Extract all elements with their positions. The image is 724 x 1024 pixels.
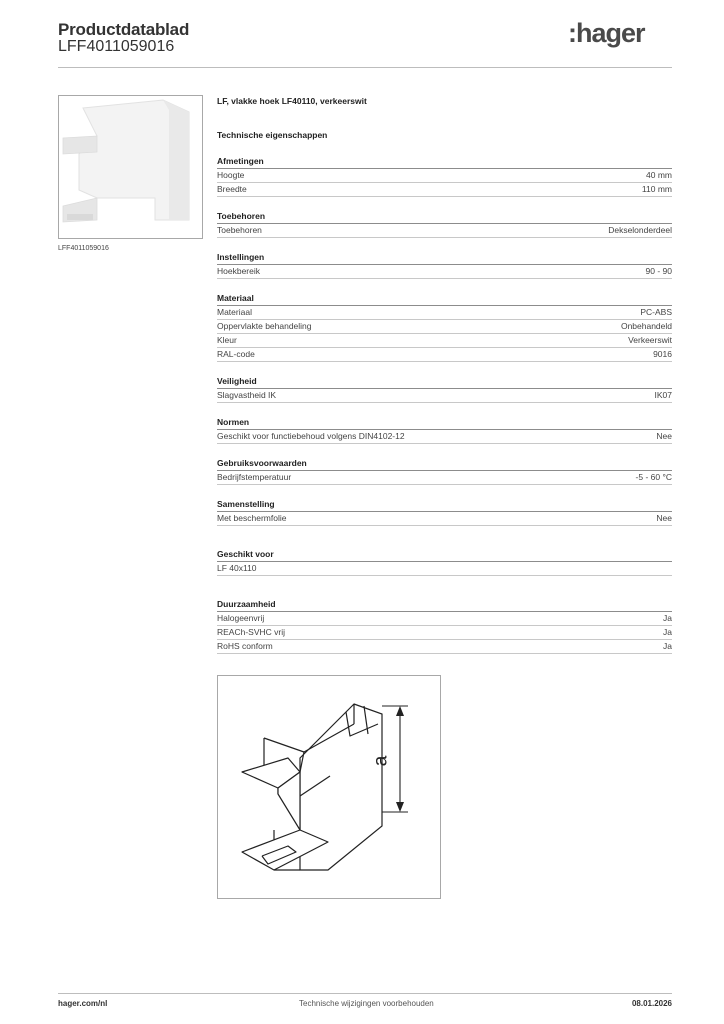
product-title: LF, vlakke hoek LF40110, verkeerswit [217,96,367,106]
spec-value: 40 mm [646,170,672,180]
spec-row [217,389,672,403]
spec-label: Materiaal [217,307,252,317]
group-title: Duurzaamheid [217,599,672,612]
spec-row [217,320,672,334]
spec-group [217,293,672,362]
product-photo [59,96,202,238]
spec-value: Ja [663,627,672,637]
sustainability-group [217,599,672,654]
spec-group [217,156,672,197]
spec-value: Ja [663,613,672,623]
spec-label: REACh-SVHC vrij [217,627,286,637]
suitable-group [217,549,672,576]
spec-label: Met beschermfolie [217,513,287,523]
hager-logo: :hager [568,18,645,48]
group-title: Veiligheid [217,376,672,389]
spec-group [217,211,672,238]
tech-section-title: Technische eigenschappen [217,130,328,140]
thumbnail-caption: LFF4011059016 [58,245,109,252]
spec-value: 9016 [653,349,672,359]
spec-row [217,640,672,654]
product-thumbnail [58,95,203,239]
spec-label: Toebehoren [217,225,262,235]
spec-label: Slagvastheid IK [217,390,277,400]
spec-value: Ja [663,641,672,651]
spec-label: Geschikt voor functiebehoud volgens DIN4102-12 [217,431,405,441]
spec-value: -5 - 60 °C [635,472,672,482]
spec-label: RoHS conform [217,641,273,651]
group-title: Geschikt voor [217,549,672,562]
spec-group [217,499,672,526]
product-code: LFF4011059016 [58,38,175,55]
spec-row [217,471,672,485]
group-title: Materiaal [217,293,672,306]
spec-row [217,348,672,362]
spec-group [217,458,672,485]
spec-row [217,183,672,197]
group-title: Normen [217,417,672,430]
spec-row [217,626,672,640]
spec-value: Nee [656,431,672,441]
spec-row [217,265,672,279]
spec-content [217,96,672,692]
spec-value: Verkeerswit [628,335,672,345]
spec-group [217,252,672,279]
footer-website-link[interactable]: hager.com/nl [58,999,108,1008]
spec-label: Bedrijfstemperatuur [217,472,292,482]
spec-row [217,306,672,320]
spec-label: LF 40x110 [217,563,257,573]
page-title: Productdatablad [58,20,190,39]
spec-row [217,169,672,183]
footer-disclaimer: Technische wijzigingen voorbehouden [299,999,434,1008]
spec-row [217,512,672,526]
dimension-drawing [218,676,440,898]
group-title: Toebehoren [217,211,672,224]
technical-drawing [217,675,441,899]
spec-value: PC-ABS [640,307,672,317]
spec-row [217,224,672,238]
spec-value: Dekselonderdeel [608,225,672,235]
spec-label: RAL-code [217,349,255,359]
footer-date: 08.01.2026 [631,999,672,1008]
footer-divider [58,993,672,994]
group-title: Afmetingen [217,156,672,169]
spec-row [217,562,672,576]
spec-value: Nee [656,513,672,523]
spec-row [217,430,672,444]
spec-label: Hoekbereik [217,266,260,276]
group-title: Gebruiksvoorwaarden [217,458,672,471]
group-title: Instellingen [217,252,672,265]
spec-value: Onbehandeld [620,321,672,331]
spec-label: Oppervlakte behandeling [217,321,312,331]
spec-groups [217,156,672,526]
spec-group [217,376,672,403]
group-title: Samenstelling [217,499,672,512]
spec-label: Kleur [217,335,237,345]
spec-value: 110 mm [641,184,672,194]
header-divider [58,67,672,68]
spec-group [217,417,672,444]
spec-row [217,334,672,348]
spec-label: Hoogte [217,170,245,180]
spec-label: Halogeenvrij [217,613,265,623]
spec-value: 90 - 90 [645,266,672,276]
dimension-label: a [370,755,392,767]
spec-value: IK07 [654,390,672,400]
spec-row [217,612,672,626]
spec-label: Breedte [217,184,247,194]
